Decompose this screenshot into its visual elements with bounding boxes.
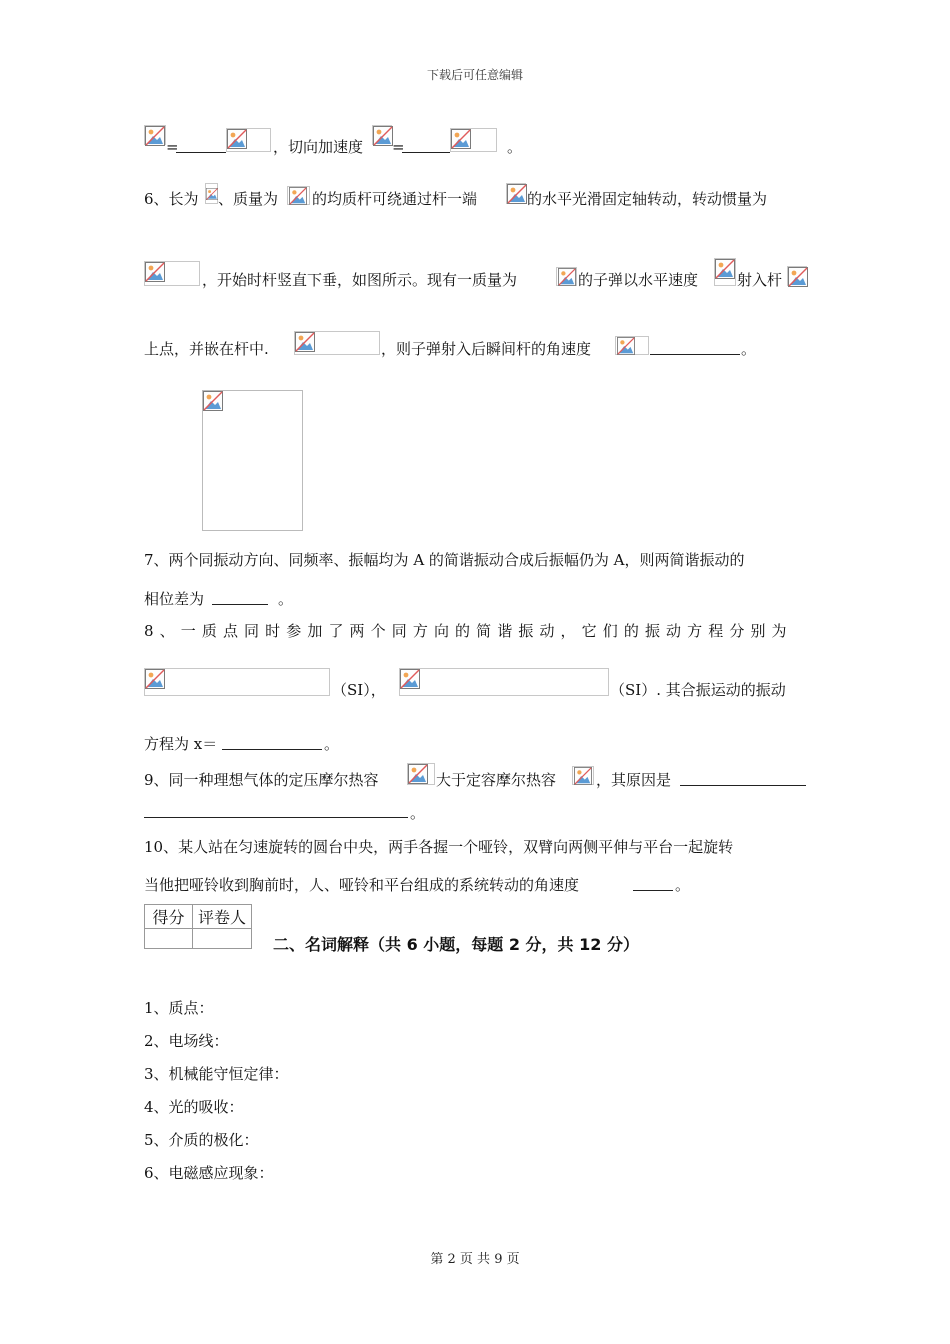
period: 。 (324, 735, 340, 753)
period: 。 (507, 138, 523, 156)
answer-blank[interactable] (402, 138, 450, 153)
formula-image (226, 128, 271, 152)
section-title: 二、名词解释（共 6 小题，每题 2 分，共 12 分） (273, 935, 639, 954)
question-8-text: 方程为 x＝ (144, 735, 218, 753)
question-6-text: 的均质杆可绕通过杆一端 (312, 190, 478, 208)
answer-blank[interactable] (680, 771, 806, 786)
period: 。 (675, 876, 691, 894)
score-cell[interactable] (145, 929, 193, 949)
question-8-text: 8、一质点同时参加了两个同方向的简谐振动，它们的振动方程分别为 (144, 622, 793, 640)
period: 。 (741, 340, 757, 358)
question-10-text: 当他把哑铃收到胸前时，人、哑铃和平台组成的系统转动的角速度 (144, 876, 580, 894)
formula-image (287, 186, 310, 205)
question-6-text: 6、长为 (144, 190, 199, 208)
formula-image (556, 267, 577, 286)
formula-image (372, 125, 392, 145)
answer-blank[interactable] (144, 803, 408, 818)
answer-blank[interactable] (222, 735, 322, 750)
answer-blank[interactable] (176, 138, 226, 153)
question-6-text: ，开始时杆竖直下垂，如图所示。现有一质量为 (202, 271, 518, 289)
formula-image (144, 668, 330, 696)
formula-image (144, 261, 200, 286)
si-label: （SI）. 其合振运动的振动 (610, 681, 786, 699)
answer-blank[interactable] (212, 590, 268, 605)
score-header: 得分 (145, 905, 193, 929)
formula-image (615, 336, 649, 355)
question-9-text: ，其原因是 (596, 771, 672, 789)
question-9-text: 大于定容摩尔热容 (436, 771, 557, 789)
period: 。 (410, 804, 426, 822)
question-6-text: 的水平光滑固定轴转动，转动惯量为 (527, 190, 768, 208)
equals-sign: = (166, 138, 179, 156)
answer-blank[interactable] (633, 876, 673, 891)
question-10-text: 10、某人站在匀速旋转的圆台中央，两手各握一个哑铃，双臂向两侧平伸与平台一起旋转 (144, 838, 734, 856)
formula-image (399, 668, 609, 696)
page-footer: 第 2 页 共 9 页 (430, 1252, 520, 1267)
formula-image (450, 128, 497, 152)
formula-image (506, 183, 526, 204)
question-7-text: 7、两个同振动方向、同频率、振幅均为 A 的简谐振动合成后振幅仍为 A，则两简谐振动的 (144, 551, 745, 569)
term-item: 3、机械能守恒定律： (144, 1065, 289, 1083)
si-label: （SI）， (332, 681, 386, 699)
figure-image (202, 390, 303, 531)
question-6-text: 上点，并嵌在杆中. (144, 340, 269, 358)
grader-cell[interactable] (193, 929, 252, 949)
term-item: 5、介质的极化： (144, 1131, 259, 1149)
term-item: 6、电磁感应现象： (144, 1164, 274, 1182)
question-6-text: 、质量为 (218, 190, 279, 208)
score-table (144, 904, 252, 949)
formula-image (144, 125, 166, 145)
page-header: 下载后可任意编辑 (426, 68, 523, 82)
period: 。 (278, 590, 294, 608)
formula-image (714, 258, 736, 286)
question-text: ，切向加速度 (273, 138, 364, 156)
formula-image (787, 266, 807, 286)
question-9-text: 9、同一种理想气体的定压摩尔热容 (144, 771, 379, 789)
equals-sign: = (392, 138, 405, 156)
question-6-text: 射入杆 (737, 271, 783, 289)
grader-header: 评卷人 (193, 905, 252, 929)
question-7-text: 相位差为 (144, 590, 205, 608)
term-item: 2、电场线： (144, 1032, 229, 1050)
formula-image (294, 331, 380, 355)
formula-image (205, 183, 218, 204)
question-6-text: ，则子弹射入后瞬间杆的角速度 (381, 340, 592, 358)
answer-blank[interactable] (650, 340, 740, 355)
term-item: 1、质点： (144, 999, 214, 1017)
formula-image (407, 763, 435, 785)
question-6-text: 的子弹以水平速度 (578, 271, 699, 289)
formula-image (572, 766, 594, 785)
term-item: 4、光的吸收： (144, 1098, 244, 1116)
